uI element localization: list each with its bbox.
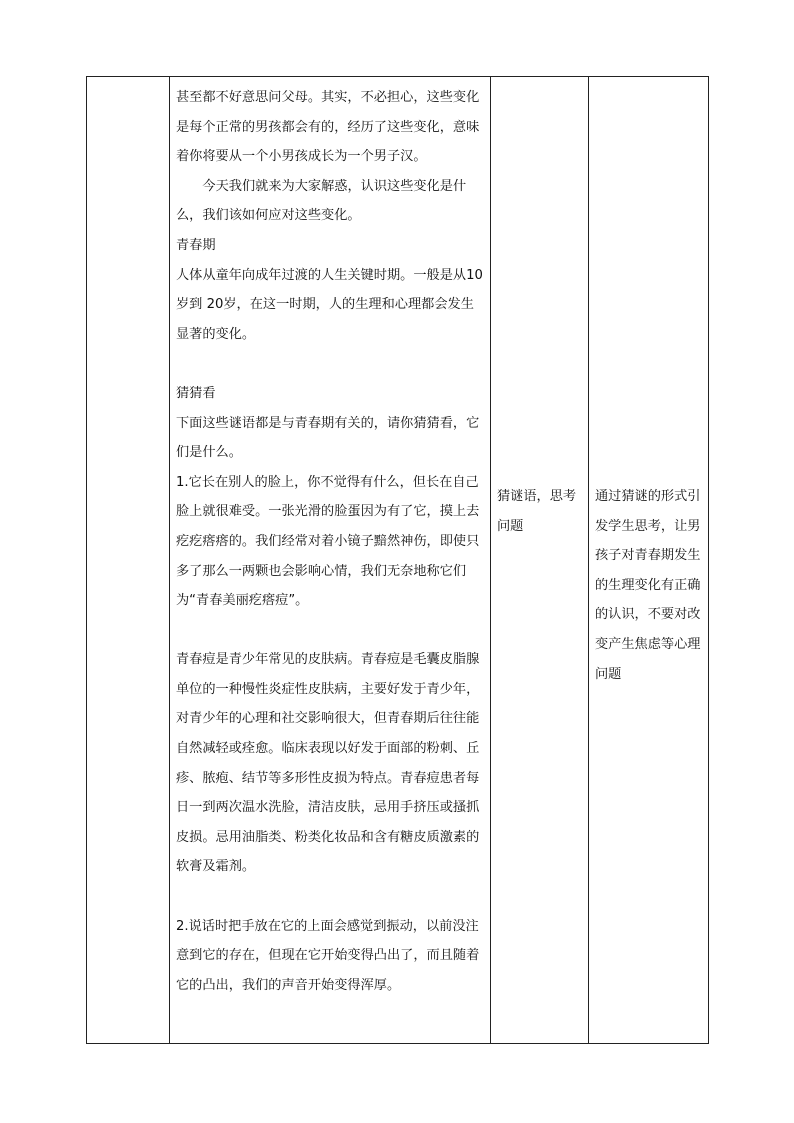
acne-explanation: 青春痘是青少年常见的皮肤病。青春痘是毛囊皮脂腺单位的一种慢性炎症性皮肤病，主要好发于青少年，对青少年的心理和社交影响很大，但青春期后往往能自然减轻或痊愈。临床表现以好发于面部的粉刺、丘疹、脓疱、结节等多形性皮损为特点。青春痘患者每日一到两次温水洗脸，清洁皮肤，忌用手挤压或搔抓皮损。忌用油脂类、粉类化妆品和含有糖皮质激素的软膏及霜剂。 [176,652,480,875]
spacer [176,882,484,912]
design-intent-cell [589,77,709,1044]
spacer [176,349,484,379]
student-activity-text: 猜谜语，思考问题 [497,489,577,534]
stage-cell [87,77,170,1044]
riddle-1: 1.它长在别人的脸上，你不觉得有什么，但长在自己脸上就很难受。一张光滑的脸蛋因为有了它，摸上去疙疙瘩瘩的。我们经常对着小镜子黯然神伤，即使只多了那么一两颗也会影响心情，我们无奈地称它们为“青春美丽疙瘩痘”。 [176,474,480,609]
intro-paragraph-2: 今天我们就来为大家解惑，认识这些变化是什么，我们该如何应对这些变化。 [176,178,467,224]
spacer [176,616,484,646]
intro-paragraph-1: 甚至都不好意思问父母。其实，不必担心，这些变化是每个正常的男孩都会有的，经历了这些变化，意味着你将要从一个小男孩成长为一个男子汉。 [176,90,480,165]
lesson-plan-table [86,76,709,1044]
teaching-content-cell [170,77,491,1044]
table-row [87,77,709,1044]
design-intent-text: 通过猜谜的形式引发学生思考，让男孩子对青春期发生的生理变化有正确的认识，不要对改变产生焦虑等心理问题 [595,489,701,682]
guess-intro: 下面这些谜语都是与青春期有关的，请你猜猜看，它们是什么。 [176,415,480,461]
riddle-2: 2.说话时把手放在它的上面会感觉到振动，以前没注意到它的存在，但现在它开始变得凸出了，而且随着它的凸出，我们的声音开始变得浑厚。 [176,918,480,993]
puberty-definition: 人体从童年向成年过渡的人生关键时期。一般是从10岁到 20岁，在这一时期，人的生理和心理都会发生显著的变化。 [176,267,483,342]
student-activity-cell [491,77,589,1044]
puberty-title: 青春期 [176,237,216,253]
guess-title: 猜猜看 [176,385,216,401]
